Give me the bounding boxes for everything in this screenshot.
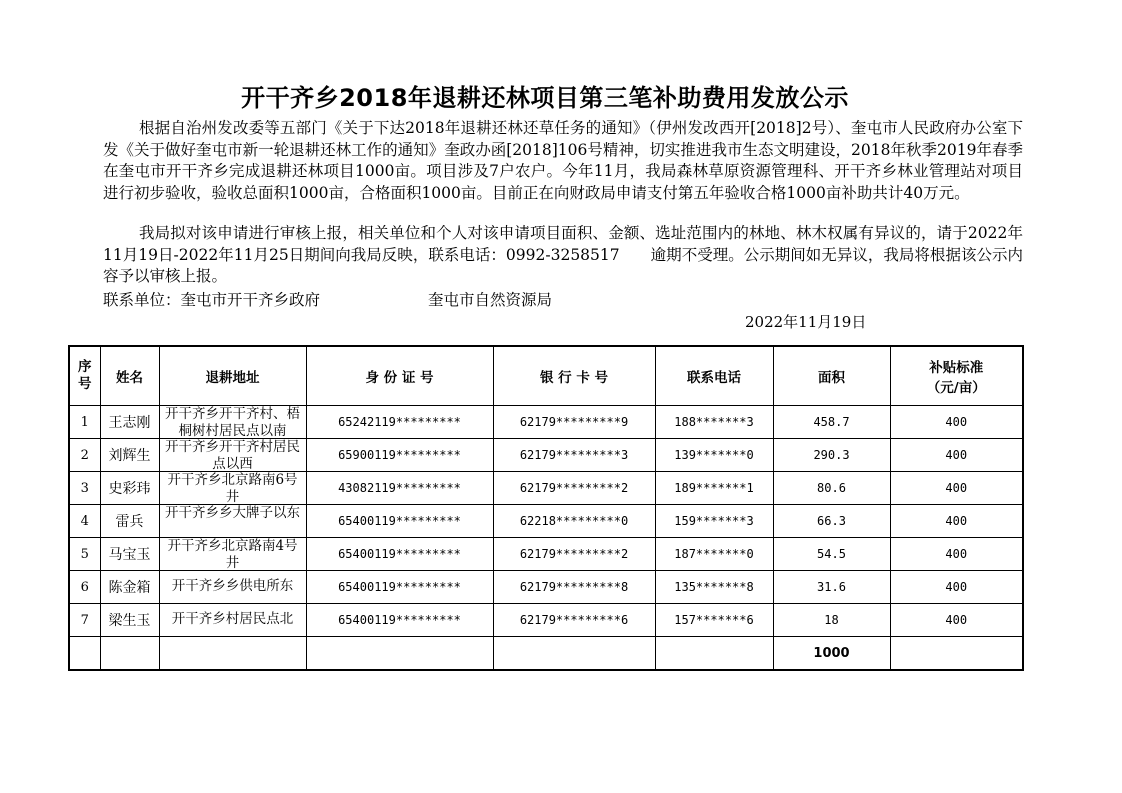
cell-address: 开干齐乡村居民点北: [159, 604, 306, 637]
cell-phone: 139*******0: [655, 439, 773, 472]
cell-id: 65400119*********: [306, 571, 493, 604]
table-total-row: [69, 637, 1023, 671]
cell-area: 458.7: [773, 406, 890, 439]
cell-address: 开干齐乡乡大牌子以东: [159, 505, 306, 538]
cell-seq: 6: [69, 571, 100, 604]
table-row: [69, 538, 1023, 571]
cell-total-area: 1000: [773, 637, 890, 671]
cell-address: 开干齐乡开干齐村、梧桐树村居民点以南: [159, 406, 306, 439]
header-id: 身 份 证 号: [306, 346, 493, 406]
cell-id: 65400119*********: [306, 538, 493, 571]
subsidy-table: [68, 345, 1024, 671]
cell-seq: 2: [69, 439, 100, 472]
cell-empty: [306, 637, 493, 671]
cell-id: 43082119*********: [306, 472, 493, 505]
cell-seq: 7: [69, 604, 100, 637]
cell-area: 66.3: [773, 505, 890, 538]
contact-unit: 联系单位：奎屯市开干齐乡政府: [103, 291, 321, 309]
table-row: [69, 472, 1023, 505]
cell-area: 290.3: [773, 439, 890, 472]
cell-empty: [69, 637, 100, 671]
cell-seq: 1: [69, 406, 100, 439]
header-bank: 银 行 卡 号: [493, 346, 655, 406]
table-row: [69, 604, 1023, 637]
cell-phone: 188*******3: [655, 406, 773, 439]
cell-phone: 157*******6: [655, 604, 773, 637]
cell-seq: 3: [69, 472, 100, 505]
cell-name: 马宝玉: [100, 538, 159, 571]
cell-phone: 159*******3: [655, 505, 773, 538]
cell-id: 65400119*********: [306, 604, 493, 637]
cell-address: 开干齐乡乡供电所东: [159, 571, 306, 604]
cell-address: 开干齐乡北京路南6号井: [159, 472, 306, 505]
contact-org: 奎屯市自然资源局: [428, 291, 553, 309]
cell-subsidy: 400: [890, 439, 1023, 472]
cell-bank: 62179*********2: [493, 472, 655, 505]
cell-empty: [890, 637, 1023, 671]
cell-area: 31.6: [773, 571, 890, 604]
cell-name: 史彩玮: [100, 472, 159, 505]
table-row: [69, 571, 1023, 604]
table-header-row: [69, 346, 1023, 406]
cell-bank: 62179*********8: [493, 571, 655, 604]
cell-bank: 62179*********2: [493, 538, 655, 571]
cell-id: 65900119*********: [306, 439, 493, 472]
cell-address: 开干齐乡开干齐村居民点以西: [159, 439, 306, 472]
header-area: 面积: [773, 346, 890, 406]
header-seq: 序号: [69, 346, 100, 406]
cell-empty: [655, 637, 773, 671]
document-title: 开干齐乡2018年退耕还林项目第三笔补助费用发放公示: [241, 84, 849, 112]
notice-date: 2022年11月19日: [745, 313, 867, 331]
cell-id: 65400119*********: [306, 505, 493, 538]
cell-name: 陈金箱: [100, 571, 159, 604]
cell-bank: 62218*********0: [493, 505, 655, 538]
header-subsidy-line1: 补贴标准: [929, 360, 984, 376]
contact-line: [103, 288, 553, 310]
cell-subsidy: 400: [890, 604, 1023, 637]
cell-empty: [159, 637, 306, 671]
cell-empty: [493, 637, 655, 671]
cell-phone: 189*******1: [655, 472, 773, 505]
cell-address: 开干齐乡北京路南4号井: [159, 538, 306, 571]
table-row: [69, 505, 1023, 538]
cell-name: 王志刚: [100, 406, 159, 439]
cell-seq: 4: [69, 505, 100, 538]
cell-phone: 187*******0: [655, 538, 773, 571]
cell-area: 18: [773, 604, 890, 637]
cell-name: 刘辉生: [100, 439, 159, 472]
cell-subsidy: 400: [890, 406, 1023, 439]
cell-subsidy: 400: [890, 571, 1023, 604]
header-subsidy: [890, 346, 1023, 406]
cell-area: 80.6: [773, 472, 890, 505]
header-name: 姓名: [100, 346, 159, 406]
cell-bank: 62179*********9: [493, 406, 655, 439]
cell-name: 雷兵: [100, 505, 159, 538]
cell-name: 梁生玉: [100, 604, 159, 637]
header-subsidy-line2: （元/亩）: [926, 380, 986, 396]
cell-area: 54.5: [773, 538, 890, 571]
header-address: 退耕地址: [159, 346, 306, 406]
cell-seq: 5: [69, 538, 100, 571]
cell-subsidy: 400: [890, 472, 1023, 505]
cell-bank: 62179*********6: [493, 604, 655, 637]
cell-subsidy: 400: [890, 505, 1023, 538]
cell-subsidy: 400: [890, 538, 1023, 571]
header-phone: 联系电话: [655, 346, 773, 406]
table-row: [69, 406, 1023, 439]
cell-bank: 62179*********3: [493, 439, 655, 472]
notice-paragraph-1: 根据自治州发改委等五部门《关于下达2018年退耕还林还草任务的通知》（伊州发改西开[2018]2号）、奎屯市人民政府办公室下发《关于做好奎屯市新一轮退耕还林工作的通知》奎政办函[2018]106号精神，切实推进我市生态文明建设，2018年秋季2019年春季在奎屯市开干齐乡完成退耕还林项目1000亩。项目涉及7户农户。今年11月，我局森林草原资源管理科、开干齐乡林业管理站对项目进行初步验收，验收总面积1000亩，合格面积1000亩。目前正在向财政局申请支付第五年验收合格1000亩补助共计40万元。: [103, 119, 1023, 202]
cell-phone: 135*******8: [655, 571, 773, 604]
cell-empty: [100, 637, 159, 671]
table-row: [69, 439, 1023, 472]
notice-paragraph-2: 我局拟对该申请进行审核上报，相关单位和个人对该申请项目面积、金额、选址范围内的林地、林木权属有异议的，请于2022年11月19日-2022年11月25日期间向我局反映，联系电话：0992-3258517 逾期不受理。公示期间如无异议，我局将根据该公示内容予以审核上报。: [103, 224, 1023, 285]
cell-id: 65242119*********: [306, 406, 493, 439]
